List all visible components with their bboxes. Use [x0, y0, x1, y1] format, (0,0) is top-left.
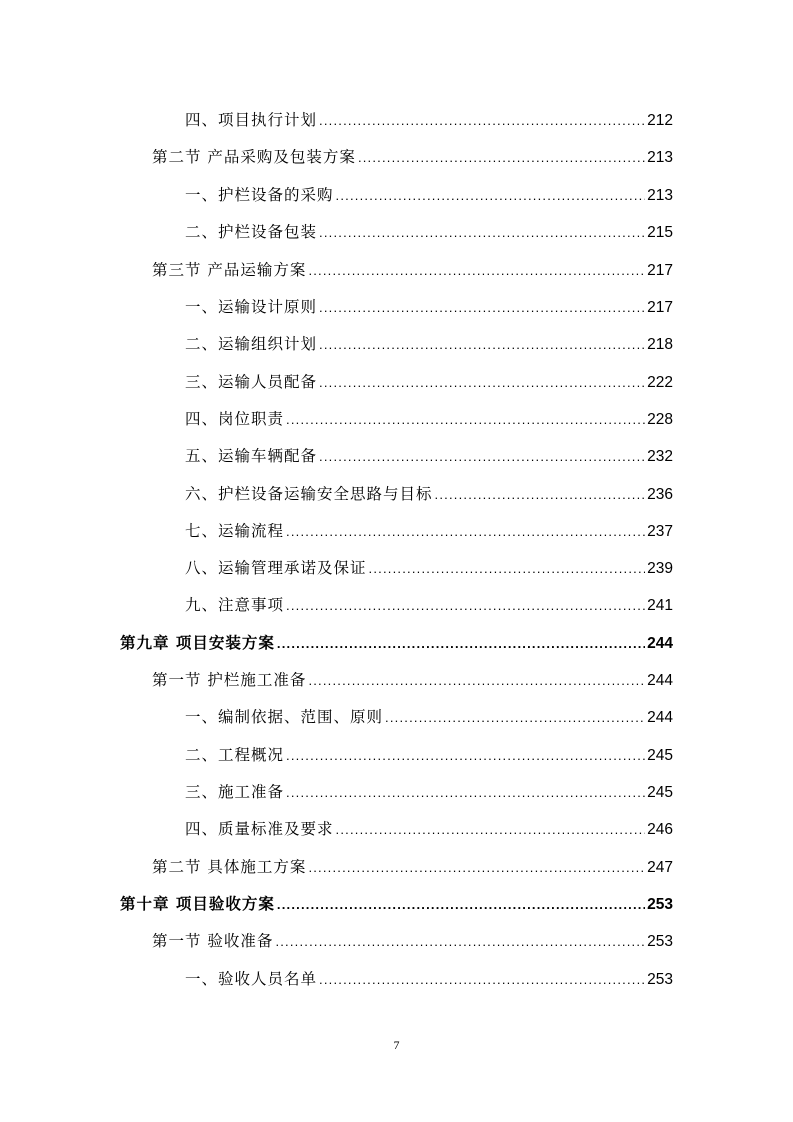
toc-entry[interactable] — [185, 183, 673, 207]
toc-entry-page: 241 — [647, 597, 673, 614]
toc-entry-page: 246 — [647, 821, 673, 838]
dot-leader — [435, 483, 646, 507]
toc-entry-title: 第三节 产品运输方案 — [152, 261, 307, 279]
toc-entry[interactable] — [185, 556, 673, 580]
toc-entry[interactable] — [152, 668, 673, 692]
toc-entry-page: 228 — [647, 411, 673, 428]
toc-entry-page: 244 — [647, 635, 673, 652]
toc-entry-title: 二、运输组织计划 — [185, 335, 318, 353]
dot-leader — [319, 968, 645, 992]
dot-leader — [308, 259, 645, 283]
toc-entry-title: 五、运输车辆配备 — [185, 447, 318, 465]
toc-entry-title: 四、质量标准及要求 — [185, 820, 334, 838]
toc-entry-page: 253 — [647, 933, 673, 950]
toc-entry-title: 一、编制依据、范围、原则 — [185, 708, 384, 726]
toc-entry-page: 218 — [647, 336, 673, 353]
dot-leader — [277, 893, 645, 917]
toc-entry-title: 一、验收人员名单 — [185, 970, 318, 988]
toc-entry[interactable] — [185, 593, 673, 617]
toc-entry[interactable] — [185, 295, 673, 319]
toc-entry-title: 三、施工准备 — [185, 783, 285, 801]
toc-entry-title: 第十章 项目验收方案 — [120, 895, 275, 913]
toc-entry-page: 244 — [647, 672, 673, 689]
toc-entry[interactable] — [185, 705, 673, 729]
toc-entry-page: 244 — [647, 709, 673, 726]
toc-entry-title: 四、岗位职责 — [185, 410, 285, 428]
dot-leader — [319, 445, 645, 469]
toc-entry-page: 245 — [647, 747, 673, 764]
toc-entry-page: 247 — [647, 859, 673, 876]
dot-leader — [286, 594, 645, 618]
toc-entry-title: 第一节 验收准备 — [152, 932, 274, 950]
dot-leader — [319, 109, 645, 133]
dot-leader — [286, 408, 645, 432]
dot-leader — [336, 184, 646, 208]
toc-entry[interactable] — [152, 929, 673, 953]
toc-entry[interactable] — [185, 444, 673, 468]
toc-entry-page: 217 — [647, 262, 673, 279]
toc-chapter-entry[interactable] — [120, 892, 673, 916]
toc-entry-page: 245 — [647, 784, 673, 801]
dot-leader — [286, 781, 645, 805]
dot-leader — [319, 296, 645, 320]
toc-entry[interactable] — [185, 370, 673, 394]
toc-entry-title: 第二节 产品采购及包装方案 — [152, 148, 356, 166]
toc-entry-page: 213 — [647, 149, 673, 166]
toc-entry-page: 253 — [647, 971, 673, 988]
toc-entry-title: 四、项目执行计划 — [185, 111, 318, 129]
toc-entry[interactable] — [185, 108, 673, 132]
toc-entry-page: 212 — [647, 112, 673, 129]
toc-entry-title: 第九章 项目安装方案 — [120, 634, 275, 652]
toc-entry-page: 213 — [647, 187, 673, 204]
toc-entry-title: 六、护栏设备运输安全思路与目标 — [185, 485, 433, 503]
toc-entry-title: 一、护栏设备的采购 — [185, 186, 334, 204]
dot-leader — [319, 333, 645, 357]
toc-entry-page: 237 — [647, 523, 673, 540]
dot-leader — [308, 856, 645, 880]
toc-entry-page: 236 — [647, 486, 673, 503]
toc-entry-title: 九、注意事项 — [185, 596, 285, 614]
toc-entry[interactable] — [185, 220, 673, 244]
toc-entry[interactable] — [185, 743, 673, 767]
toc-entry[interactable] — [185, 519, 673, 543]
dot-leader — [336, 818, 646, 842]
toc-entry-title: 七、运输流程 — [185, 522, 285, 540]
toc-entry-page: 239 — [647, 560, 673, 577]
toc-entry[interactable] — [185, 332, 673, 356]
toc-entry-title: 第一节 护栏施工准备 — [152, 671, 307, 689]
toc-entry-page: 217 — [647, 299, 673, 316]
toc-entry[interactable] — [185, 407, 673, 431]
toc-chapter-entry[interactable] — [120, 631, 673, 655]
toc-entry-page: 222 — [647, 374, 673, 391]
toc-entry-page: 232 — [647, 448, 673, 465]
toc-entry[interactable] — [185, 780, 673, 804]
dot-leader — [286, 520, 645, 544]
toc-entry[interactable] — [185, 967, 673, 991]
toc-entry-title: 三、运输人员配备 — [185, 373, 318, 391]
toc-entry-title: 二、护栏设备包装 — [185, 223, 318, 241]
toc-entry[interactable] — [152, 855, 673, 879]
dot-leader — [308, 669, 645, 693]
dot-leader — [286, 744, 645, 768]
toc-entry[interactable] — [152, 145, 673, 169]
dot-leader — [385, 706, 645, 730]
toc-entry-title: 第二节 具体施工方案 — [152, 858, 307, 876]
toc-entry-title: 八、运输管理承诺及保证 — [185, 559, 367, 577]
toc-entry[interactable] — [185, 482, 673, 506]
toc-entry[interactable] — [152, 258, 673, 282]
dot-leader — [319, 221, 645, 245]
dot-leader — [319, 371, 645, 395]
dot-leader — [358, 146, 645, 170]
toc-entry-page: 253 — [647, 896, 673, 913]
toc-entry-page: 215 — [647, 224, 673, 241]
dot-leader — [275, 930, 645, 954]
toc-entry[interactable] — [185, 817, 673, 841]
dot-leader — [369, 557, 646, 581]
dot-leader — [277, 632, 645, 656]
toc-entry-title: 一、运输设计原则 — [185, 298, 318, 316]
toc-entry-title: 二、工程概况 — [185, 746, 285, 764]
page-number: 7 — [393, 1038, 400, 1052]
